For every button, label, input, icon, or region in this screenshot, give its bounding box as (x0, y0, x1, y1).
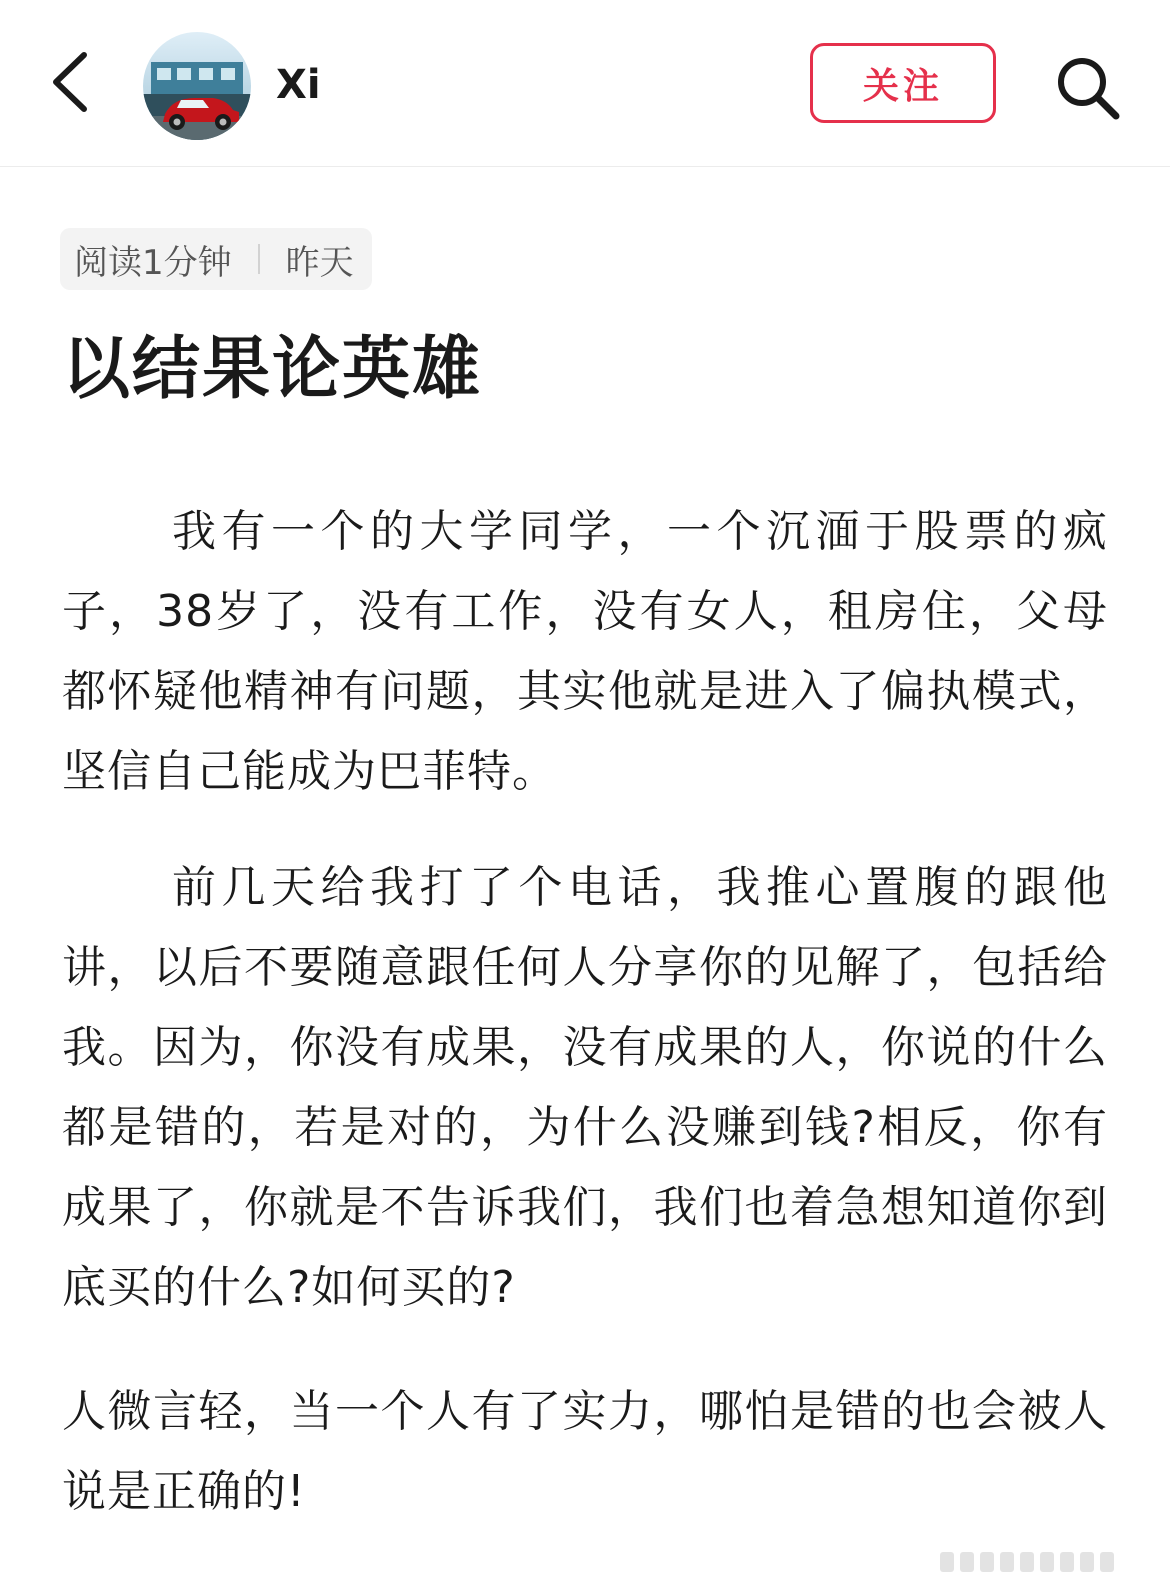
search-icon (1055, 55, 1121, 121)
chevron-left-icon (50, 51, 90, 113)
watermark (940, 1548, 1140, 1576)
article-paragraph: 前几天给我打了个电话，我推心置腹的跟他讲，以后不要随意跟任何人分享你的见解了，包括给我。因为，你没有成果，没有成果的人，你说的什么都是错的，若是对的，为什么没赚到钱?相反，你有成果了，你就是不告诉我们，我们也着急想知道你到底买的什么?如何买的? (62, 862, 1108, 1313)
follow-button[interactable]: 关注 (810, 43, 996, 123)
read-time: 阅读1分钟 (74, 242, 232, 283)
avatar-image (143, 32, 251, 140)
top-navigation-bar (0, 0, 1170, 167)
search-button[interactable] (1050, 50, 1126, 126)
article-meta (60, 228, 372, 290)
article-paragraph: 我有一个的大学同学，一个沉湎于股票的疯子，38岁了，没有工作，没有女人，租房住，父母都怀疑他精神有问题，其实他就是进入了偏执模式，坚信自己能成为巴菲特。 (62, 506, 1108, 797)
publish-date: 昨天 (285, 242, 354, 283)
article-paragraph: 人微言轻，当一个人有了实力，哪怕是错的也会被人说是正确的! (62, 1386, 1108, 1517)
article-body (62, 492, 1108, 1532)
article-title: 以结果论英雄 (62, 330, 483, 409)
meta-divider (258, 244, 260, 274)
author-avatar[interactable] (143, 32, 251, 140)
back-button[interactable] (38, 46, 102, 118)
author-name[interactable]: Xi (276, 62, 321, 108)
